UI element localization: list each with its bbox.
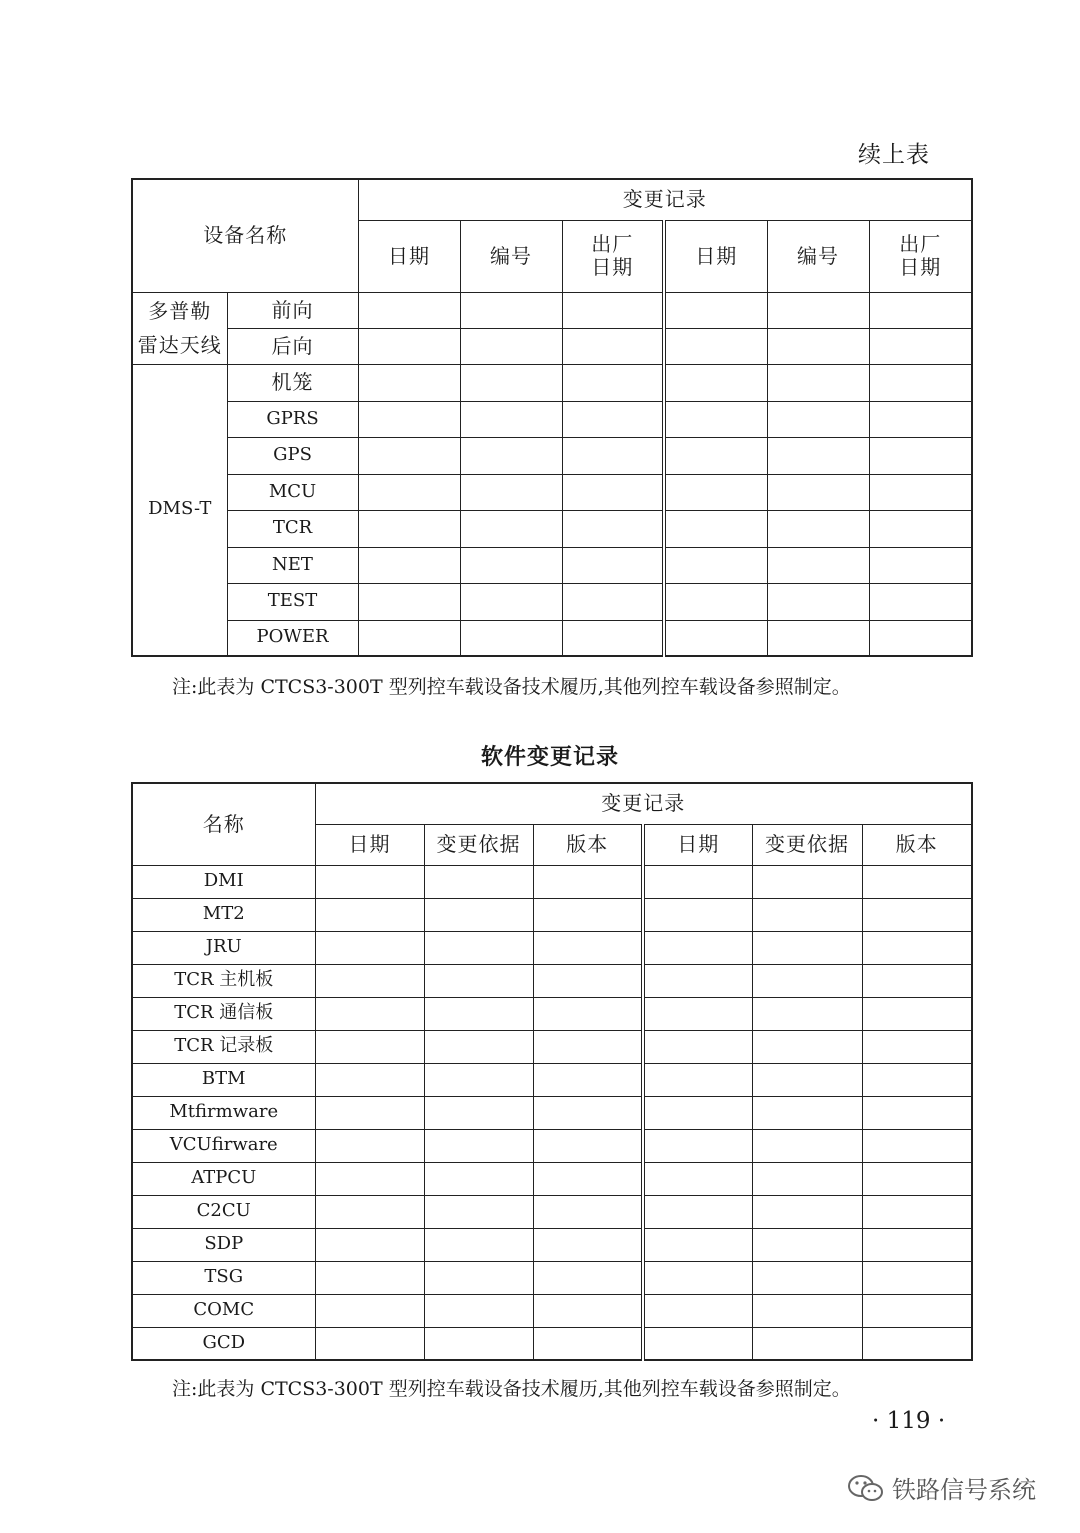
subheader-cell: 版本: [533, 824, 643, 865]
table-row: [132, 1063, 972, 1096]
table-row: [132, 1294, 972, 1327]
table-row: [132, 1096, 972, 1129]
row-label: GCD: [132, 1327, 315, 1360]
subheader-cell: 版本: [862, 824, 972, 865]
subheader-cell: 出厂 日期: [562, 220, 664, 292]
row-label: POWER: [227, 620, 358, 656]
note-2: 注:此表为 CTCS3-300T 型列控车载设备技术履历,其他列控车载设备参照制定。: [172, 1378, 851, 1400]
row-label: SDP: [132, 1228, 315, 1261]
table-row: [132, 328, 972, 364]
table-row: [132, 1195, 972, 1228]
table-row: [132, 1261, 972, 1294]
name-header: 名称: [132, 783, 315, 865]
row-label: TCR 主机板: [132, 964, 315, 997]
table-row: [132, 547, 972, 583]
subheader-cell: 日期: [643, 824, 752, 865]
note-1: 注:此表为 CTCS3-300T 型列控车载设备技术履历,其他列控车载设备参照制定。: [172, 676, 851, 698]
table-row: [132, 364, 972, 401]
watermark-text: 铁路信号系统: [892, 1476, 1036, 1504]
row-label: TSG: [132, 1261, 315, 1294]
table-row: [132, 898, 972, 931]
row-label: GPS: [227, 437, 358, 474]
row-label: ATPCU: [132, 1162, 315, 1195]
table-row: [132, 1327, 972, 1360]
hardware-change-table: [131, 178, 973, 657]
row-label: JRU: [132, 931, 315, 964]
table-row: [132, 1162, 972, 1195]
table-row: [132, 437, 972, 474]
row-label: TCR 通信板: [132, 997, 315, 1030]
table-row: [132, 620, 972, 656]
table-row: [132, 964, 972, 997]
table-row: [132, 401, 972, 437]
table-row: [132, 1030, 972, 1063]
row-label: Mtfirmware: [132, 1096, 315, 1129]
subheader-cell: 变更依据: [424, 824, 533, 865]
row-label: DMI: [132, 865, 315, 898]
subheader-cell: 编号: [460, 220, 562, 292]
table-row: [132, 1129, 972, 1162]
subheader-cell: 日期: [664, 220, 767, 292]
row-label: 机笼: [227, 364, 358, 401]
row-label: VCUfirware: [132, 1129, 315, 1162]
row-label: TCR: [227, 510, 358, 547]
row-label: GPRS: [227, 401, 358, 437]
row-label: BTM: [132, 1063, 315, 1096]
table-row: [132, 583, 972, 620]
table-row: [132, 510, 972, 547]
dms-group-label: DMS-T: [132, 364, 227, 656]
table-row: [132, 292, 972, 328]
row-label: MT2: [132, 898, 315, 931]
row-label: TEST: [227, 583, 358, 620]
row-label: TCR 记录板: [132, 1030, 315, 1063]
row-label: C2CU: [132, 1195, 315, 1228]
subheader-cell: 变更依据: [752, 824, 862, 865]
continued-label: 续上表: [858, 142, 930, 168]
table-row: [132, 865, 972, 898]
subheader-cell: 日期: [358, 220, 460, 292]
row-label: NET: [227, 547, 358, 583]
table-row: [132, 474, 972, 510]
table-row: [132, 1228, 972, 1261]
page-number: · 119 ·: [872, 1408, 946, 1434]
row-label: MCU: [227, 474, 358, 510]
row-label: COMC: [132, 1294, 315, 1327]
doppler-group-label: 多普勒 雷达天线: [132, 292, 227, 364]
software-change-table: [131, 782, 973, 1361]
table-row: [132, 931, 972, 964]
wechat-icon: [846, 1473, 886, 1503]
table-row: [132, 997, 972, 1030]
subheader-cell: 编号: [767, 220, 869, 292]
change-record-header: 变更记录: [315, 783, 972, 824]
software-table-title: 软件变更记录: [480, 744, 619, 770]
subheader-cell: 日期: [315, 824, 424, 865]
device-name-header: 设备名称: [132, 179, 358, 292]
row-label: 前向: [227, 292, 358, 328]
watermark: [846, 1470, 1036, 1505]
change-record-header: 变更记录: [358, 179, 972, 220]
row-label: 后向: [227, 328, 358, 364]
subheader-cell: 出厂 日期: [869, 220, 972, 292]
